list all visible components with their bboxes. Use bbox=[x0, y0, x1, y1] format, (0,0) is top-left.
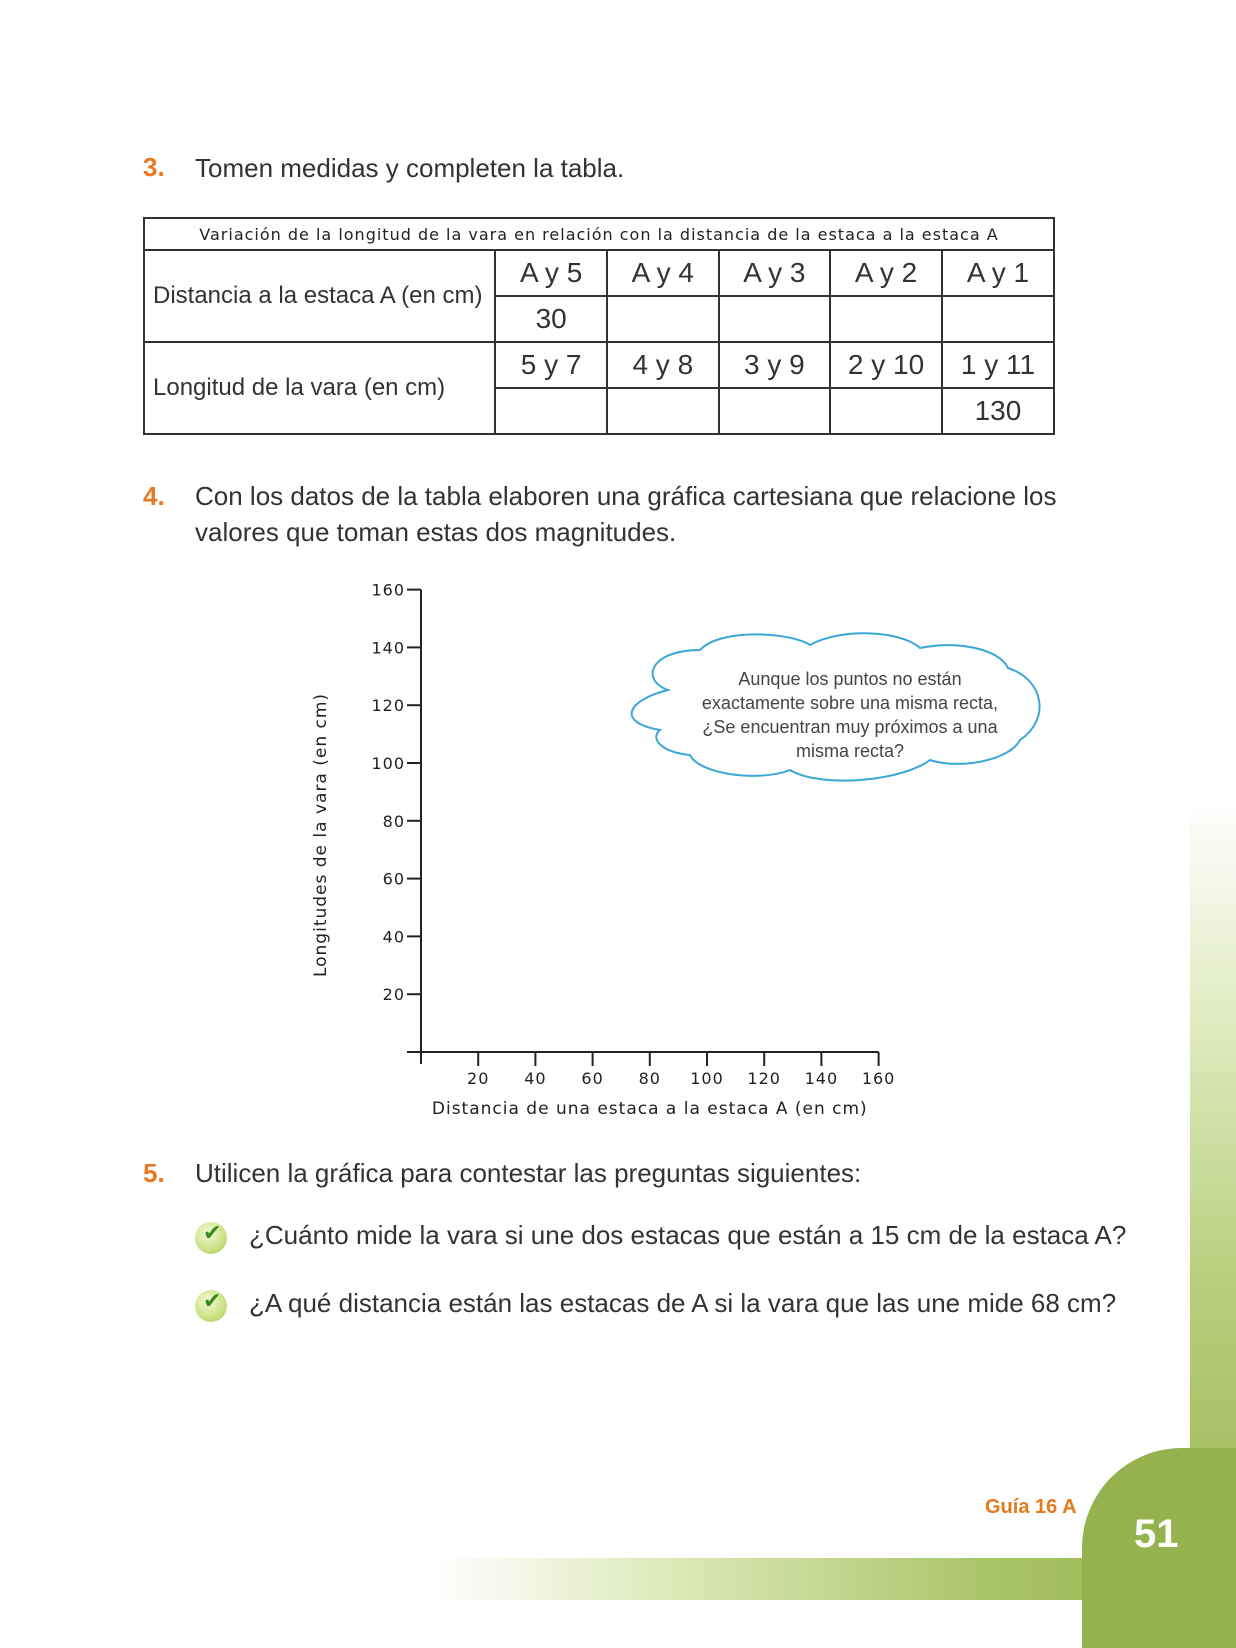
y-tick-label: 80 bbox=[382, 811, 405, 831]
problem-4-line-2: valores que toman estas dos magnitudes. bbox=[195, 517, 677, 547]
x-tick-label: 40 bbox=[524, 1069, 547, 1088]
y-tick-label: 100 bbox=[371, 754, 405, 773]
y-tick-label: 60 bbox=[382, 869, 405, 889]
table-cell-input[interactable]: 30 bbox=[495, 296, 607, 342]
problem-3-number: 3. bbox=[143, 152, 165, 182]
table-cell: 4 y 8 bbox=[607, 342, 719, 388]
problem-4-number: 4. bbox=[143, 481, 165, 511]
x-tick-label: 80 bbox=[638, 1069, 661, 1088]
problem-3-text: Tomen medidas y completen la tabla. bbox=[195, 153, 625, 183]
table-cell: 2 y 10 bbox=[830, 342, 942, 388]
y-tick-label: 140 bbox=[371, 638, 405, 658]
table-cell-input[interactable]: 130 bbox=[942, 388, 1054, 434]
checkmark-icon: ✔ bbox=[195, 1290, 227, 1322]
cloud-note bbox=[680, 667, 1020, 763]
table-cell: A y 2 bbox=[830, 250, 942, 296]
x-tick-label: 20 bbox=[467, 1069, 490, 1088]
cloud-line-2: exactamente sobre una misma recta, bbox=[701, 693, 999, 713]
x-tick-label: 60 bbox=[581, 1069, 604, 1088]
x-tick-label: 100 bbox=[690, 1069, 724, 1088]
y-axis-label: Longitudes de la vara (en cm) bbox=[311, 692, 331, 978]
y-tick-label: 160 bbox=[371, 580, 405, 600]
checkmark-icon: ✔ bbox=[195, 1222, 227, 1254]
y-tick-label: 120 bbox=[371, 696, 405, 716]
table-cell: 5 y 7 bbox=[495, 342, 607, 388]
table-title: Variación de la longitud de la vara en relación con la distancia de la estaca a la estaca A bbox=[144, 218, 1054, 250]
row-label-distance-text: Distancia a la estaca A (en cm) bbox=[153, 282, 483, 309]
guide-label: Guía 16 A bbox=[985, 1496, 1077, 1518]
x-tick-label: 120 bbox=[747, 1069, 781, 1088]
cloud-line-1: Aunque los puntos no están bbox=[738, 669, 962, 689]
cloud-line-4: misma recta? bbox=[795, 741, 905, 761]
y-tick-label: 40 bbox=[382, 927, 405, 947]
problem-5-number: 5. bbox=[143, 1158, 165, 1188]
cloud-line-3: ¿Se encuentran muy próximos a una bbox=[702, 717, 998, 737]
table-cell: A y 5 bbox=[495, 250, 607, 296]
table-cell: A y 1 bbox=[942, 250, 1054, 296]
x-tick-label: 140 bbox=[804, 1069, 839, 1088]
table-cell: A y 3 bbox=[719, 250, 831, 296]
x-tick-label: 160 bbox=[861, 1069, 896, 1088]
problem-5-text: Utilicen la gráfica para contestar las preguntas siguientes: bbox=[195, 1158, 862, 1188]
question-text: ¿Cuánto mide la vara si une dos estacas que están a 15 cm de la estaca A? bbox=[249, 1220, 1127, 1250]
table-cell: 3 y 9 bbox=[719, 342, 831, 388]
problem-4-line-1: Con los datos de la tabla elaboren una gráfica cartesiana que relacione los bbox=[195, 481, 1057, 511]
page-number: 51 bbox=[1134, 1512, 1179, 1556]
x-axis-label: Distancia de una estaca a la estaca A (en cm) bbox=[431, 1099, 868, 1119]
question-text: ¿A qué distancia están las estacas de A si la vara que las une mide 68 cm? bbox=[249, 1288, 1117, 1318]
table-cell: 1 y 11 bbox=[942, 342, 1054, 388]
table-cell: A y 4 bbox=[607, 250, 719, 296]
row-label-length-text: Longitud de la vara (en cm) bbox=[153, 374, 446, 401]
y-tick-label: 20 bbox=[382, 985, 405, 1005]
